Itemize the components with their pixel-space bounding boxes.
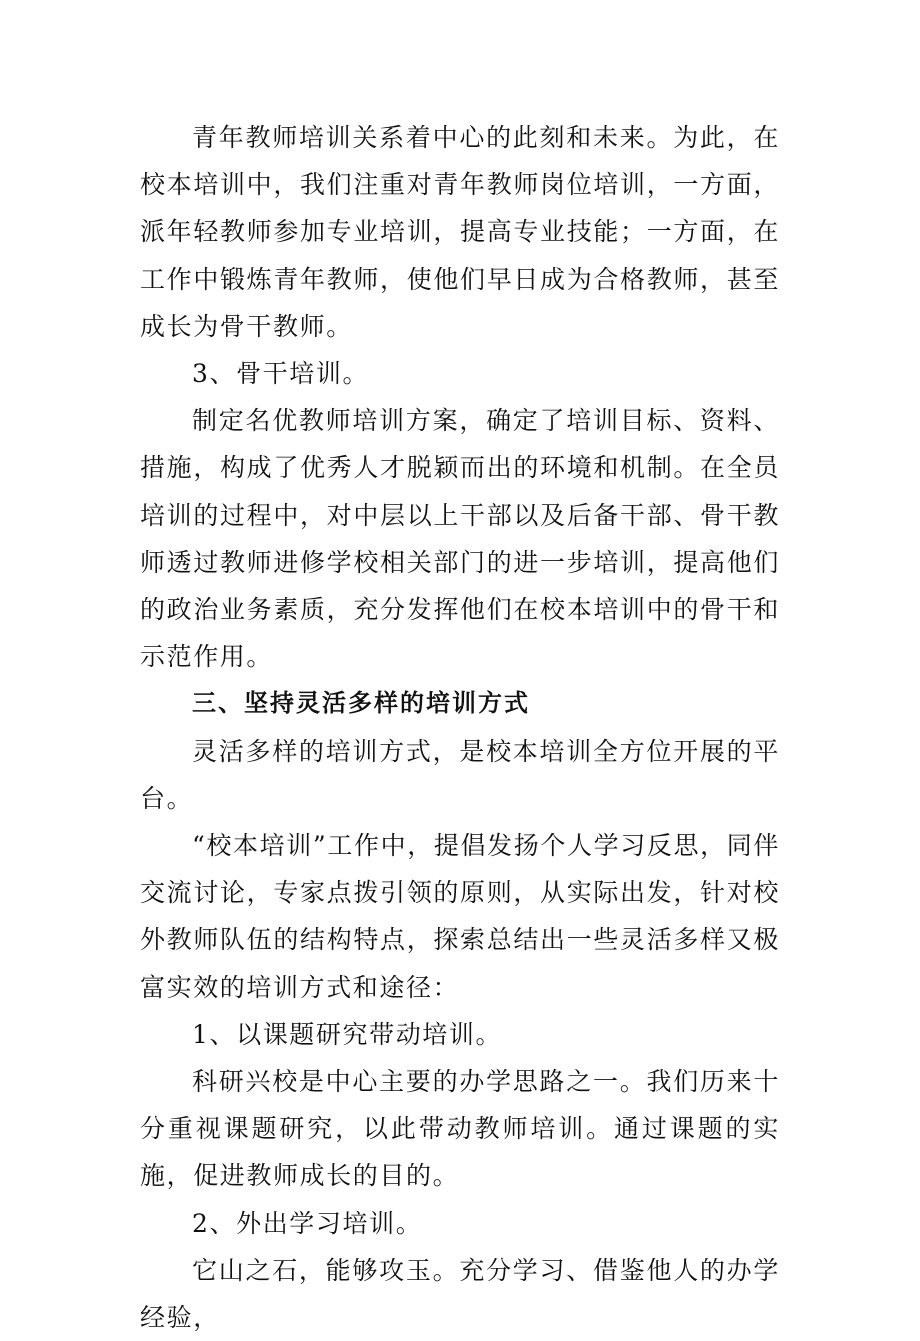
item-heading-research-driven: 1、以课题研究带动培训。 bbox=[192, 1019, 503, 1049]
document-body bbox=[140, 114, 780, 1341]
paragraph-school-based-training: “校本培训”工作中，提倡发扬个人学习反思，同伴交流讨论，专家点拨引领的原则，从实际出发，针对校外教师队伍的结构特点，探索总结出一些灵活多样又极富实效的培训方式和途径： bbox=[140, 831, 780, 1002]
section-heading-training-methods: 三、坚持灵活多样的培训方式 bbox=[192, 689, 530, 718]
paragraph-flexible-methods: 灵活多样的培训方式，是校本培训全方位开展的平台。 bbox=[140, 736, 780, 813]
paragraph-external-study: 它山之石，能够攻玉。充分学习、借鉴他人的办学经验， bbox=[140, 1255, 780, 1333]
paragraph-backbone-training: 制定名优教师培训方案，确定了培训目标、资料、措施，构成了优秀人才脱颖而出的环境和机制。在全员培训的过程中，对中层以上干部以及后备干部、骨干教师透过教师进修学校相关部门的进一步培训，提高他们的政治业务素质，充分发挥他们在校本培训中的骨干和示范作用。 bbox=[140, 406, 780, 672]
item-heading-backbone-training: 3、骨干培训。 bbox=[192, 359, 370, 389]
paragraph-young-teacher-training: 青年教师培训关系着中心的此刻和未来。为此，在校本培训中，我们注重对青年教师岗位培训，一方面，派年轻教师参加专业培训，提高专业技能；一方面，在工作中锻炼青年教师，使他们早日成为合格教师，甚至成长为骨干教师。 bbox=[140, 123, 780, 341]
paragraph-research-driven: 科研兴校是中心主要的办学思路之一。我们历来十分重视课题研究，以此带动教师培训。通过课题的实施，促进教师成长的目的。 bbox=[140, 1067, 780, 1191]
item-heading-external-study: 2、外出学习培训。 bbox=[192, 1208, 423, 1238]
